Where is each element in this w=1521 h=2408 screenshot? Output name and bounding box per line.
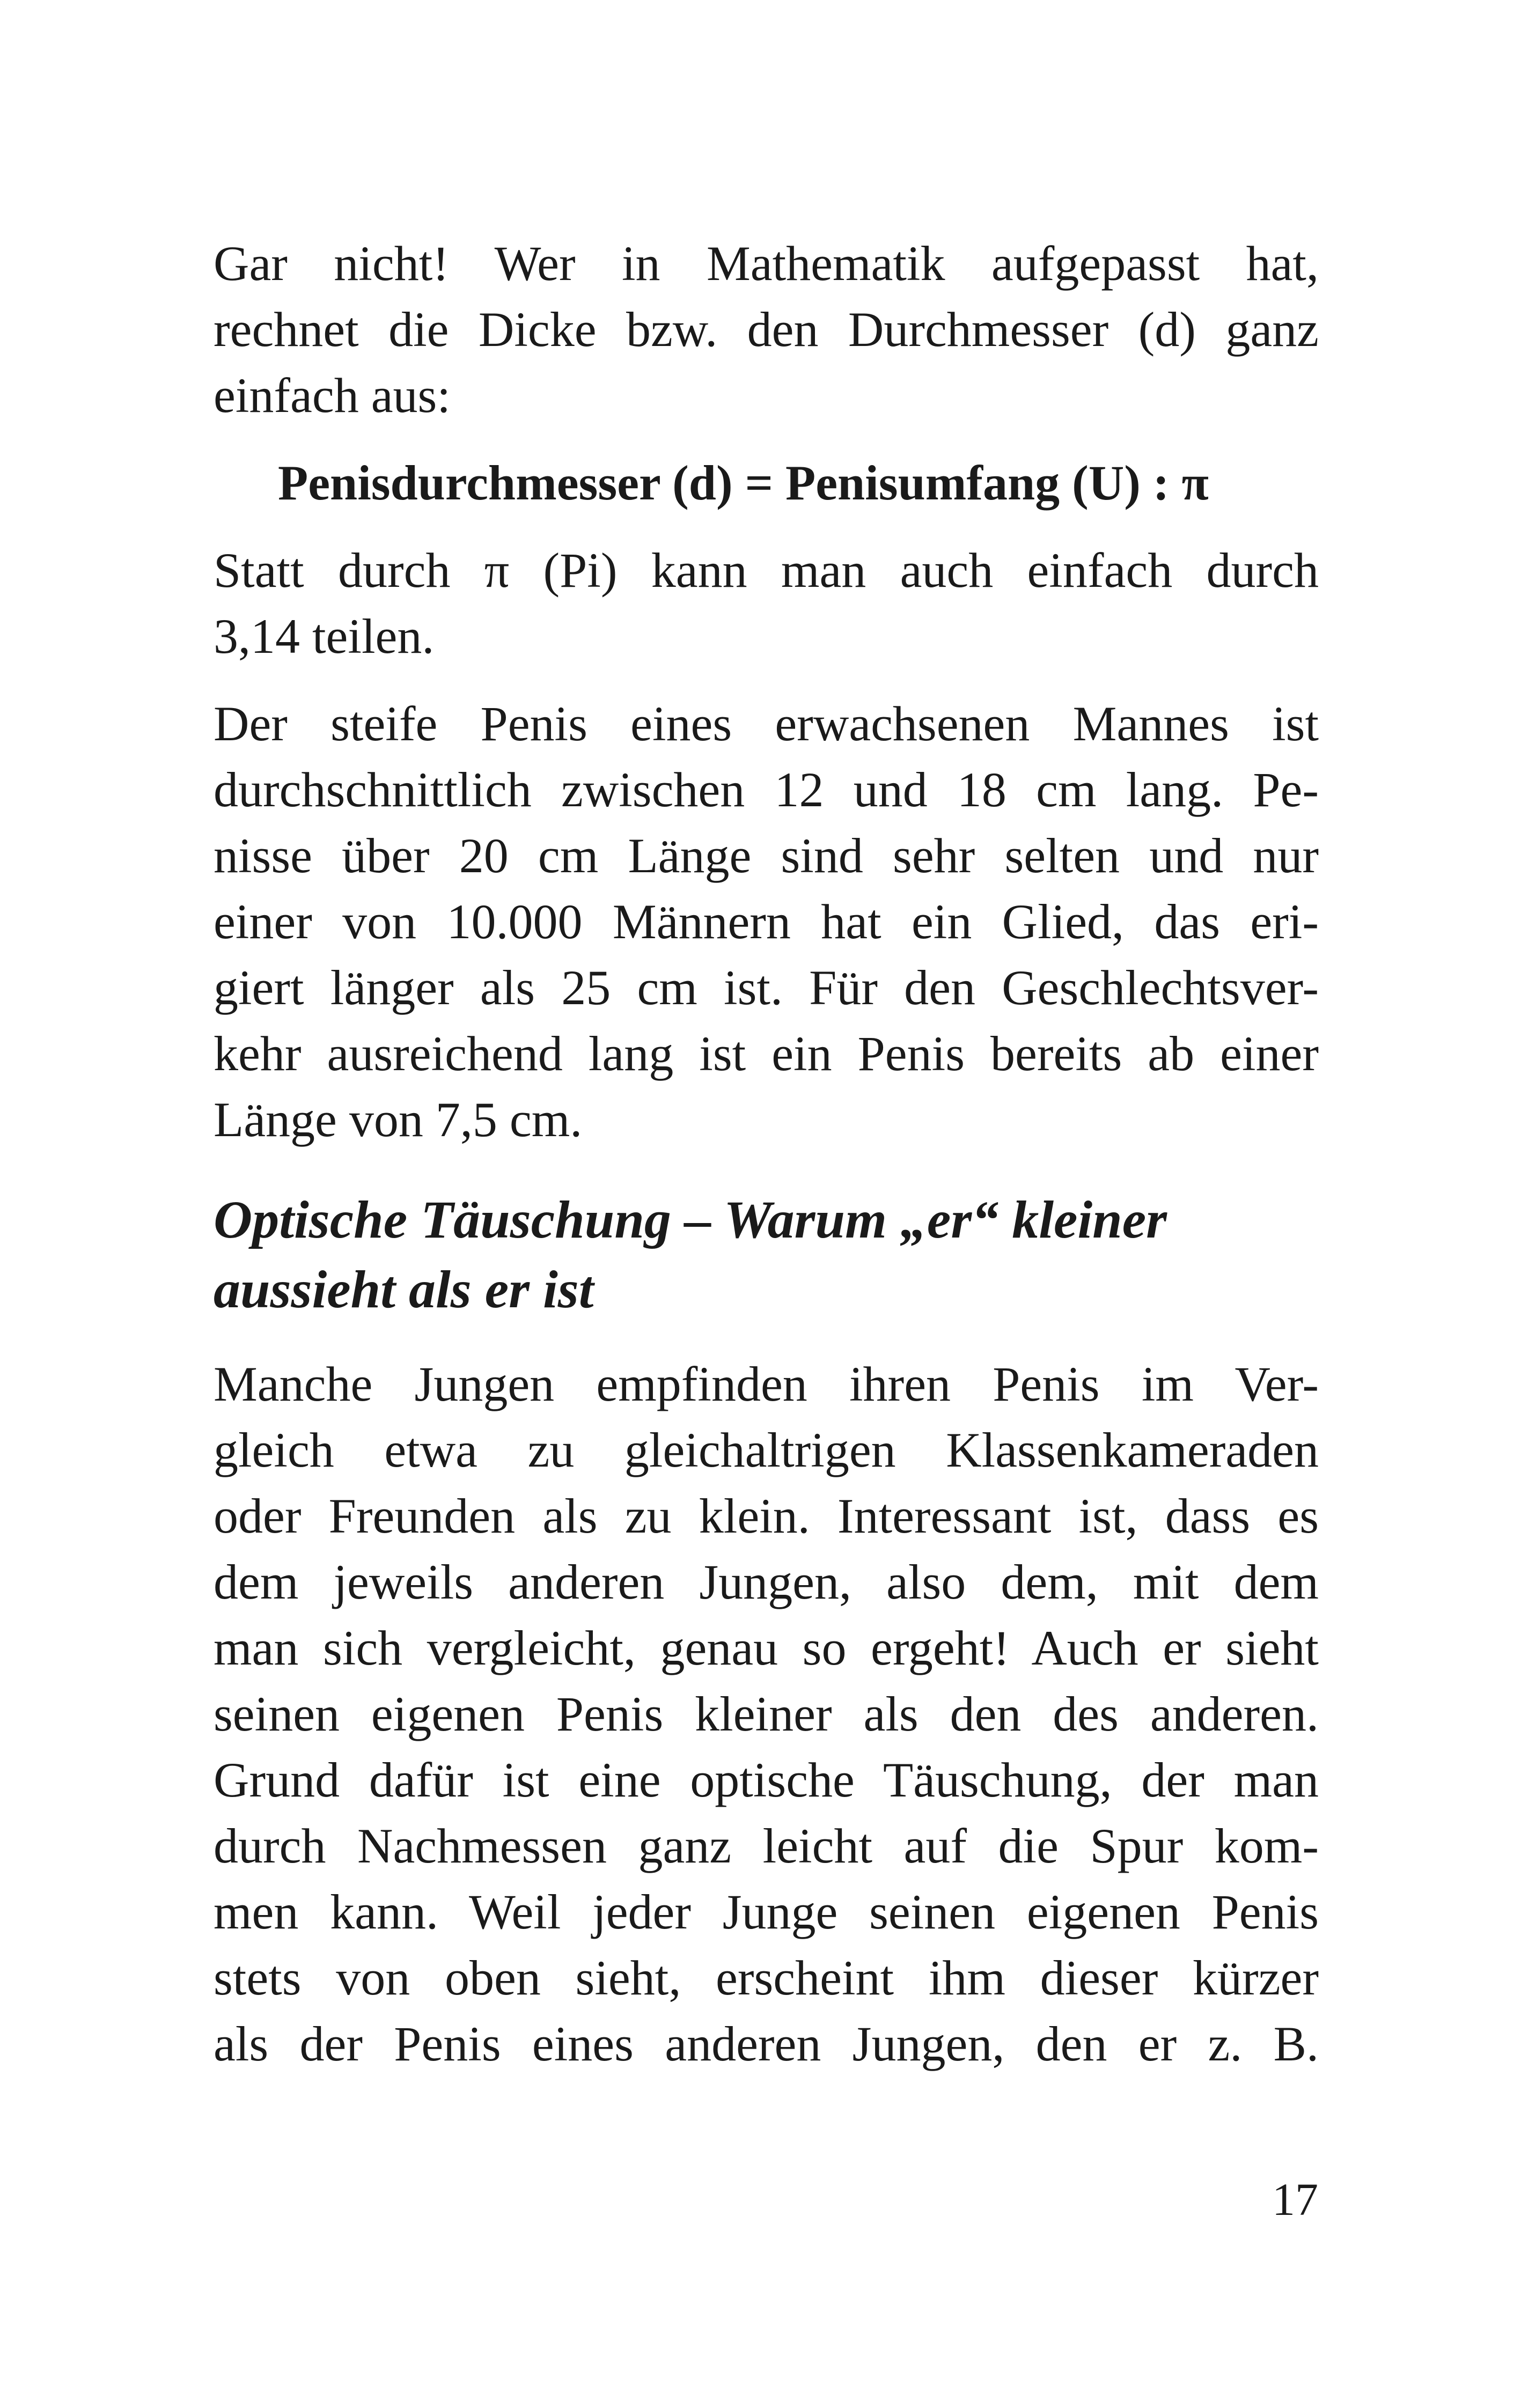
text-line: gleich etwa zu gleichaltrigen Klassenkameraden bbox=[214, 1423, 1319, 1477]
text-line: men kann. Weil jeder Junge seinen eigenen Penis bbox=[214, 1884, 1319, 1939]
text-line: Grund dafür ist eine optische Täuschung, der man bbox=[214, 1752, 1319, 1807]
text-line: einfach aus: bbox=[214, 368, 451, 423]
text-line: Der steife Penis eines erwachsenen Mannes ist bbox=[214, 696, 1319, 751]
text-line: rechnet die Dicke bzw. den Durchmesser (d) ganz bbox=[214, 302, 1319, 357]
paragraph-illusion bbox=[214, 1351, 1319, 2077]
text-line: stets von oben sieht, erscheint ihm dieser kürzer bbox=[214, 1950, 1319, 2005]
text-line: Länge von 7,5 cm. bbox=[214, 1092, 583, 1147]
text-line: durch Nachmessen ganz leicht auf die Spur kom- bbox=[214, 1818, 1319, 1873]
paragraph-length bbox=[214, 691, 1319, 1153]
text-line: Statt durch π (Pi) kann man auch einfach durch bbox=[214, 543, 1319, 598]
text-line: nisse über 20 cm Länge sind sehr selten und nur bbox=[214, 828, 1319, 883]
paragraph-pi bbox=[214, 537, 1319, 669]
page-number: 17 bbox=[1272, 2174, 1318, 2225]
text-line: Gar nicht! Wer in Mathematik aufgepasst hat, bbox=[214, 236, 1319, 291]
formula: Penisdurchmesser (d) = Penisumfang (U) : π bbox=[278, 455, 1209, 510]
text-line: als der Penis eines anderen Jungen, den er z. B. bbox=[214, 2016, 1319, 2071]
text-line: durchschnittlich zwischen 12 und 18 cm lang. Pe- bbox=[214, 762, 1319, 817]
page-content bbox=[214, 231, 1319, 2077]
text-line: giert länger als 25 cm ist. Für den Geschlechtsver- bbox=[214, 960, 1319, 1015]
text-line: dem jeweils anderen Jungen, also dem, mit dem bbox=[214, 1555, 1319, 1609]
heading-line: Optische Täuschung – Warum „er“ kleiner bbox=[214, 1190, 1167, 1249]
text-line: oder Freunden als zu klein. Interessant ist, dass es bbox=[214, 1489, 1319, 1543]
heading-line: aussieht als er ist bbox=[214, 1260, 594, 1319]
text-line: kehr ausreichend lang ist ein Penis bereits ab einer bbox=[214, 1026, 1319, 1081]
paragraph-intro bbox=[214, 231, 1319, 429]
text-line: man sich vergleicht, genau so ergeht! Auch er sieht bbox=[214, 1621, 1319, 1675]
text-line: Manche Jungen empfinden ihren Penis im Ver- bbox=[214, 1357, 1319, 1411]
text-line: 3,14 teilen. bbox=[214, 609, 435, 664]
text-line: einer von 10.000 Männern hat ein Glied, das eri- bbox=[214, 894, 1319, 949]
section-heading bbox=[214, 1185, 1319, 1324]
text-line: seinen eigenen Penis kleiner als den des anderen. bbox=[214, 1687, 1319, 1741]
